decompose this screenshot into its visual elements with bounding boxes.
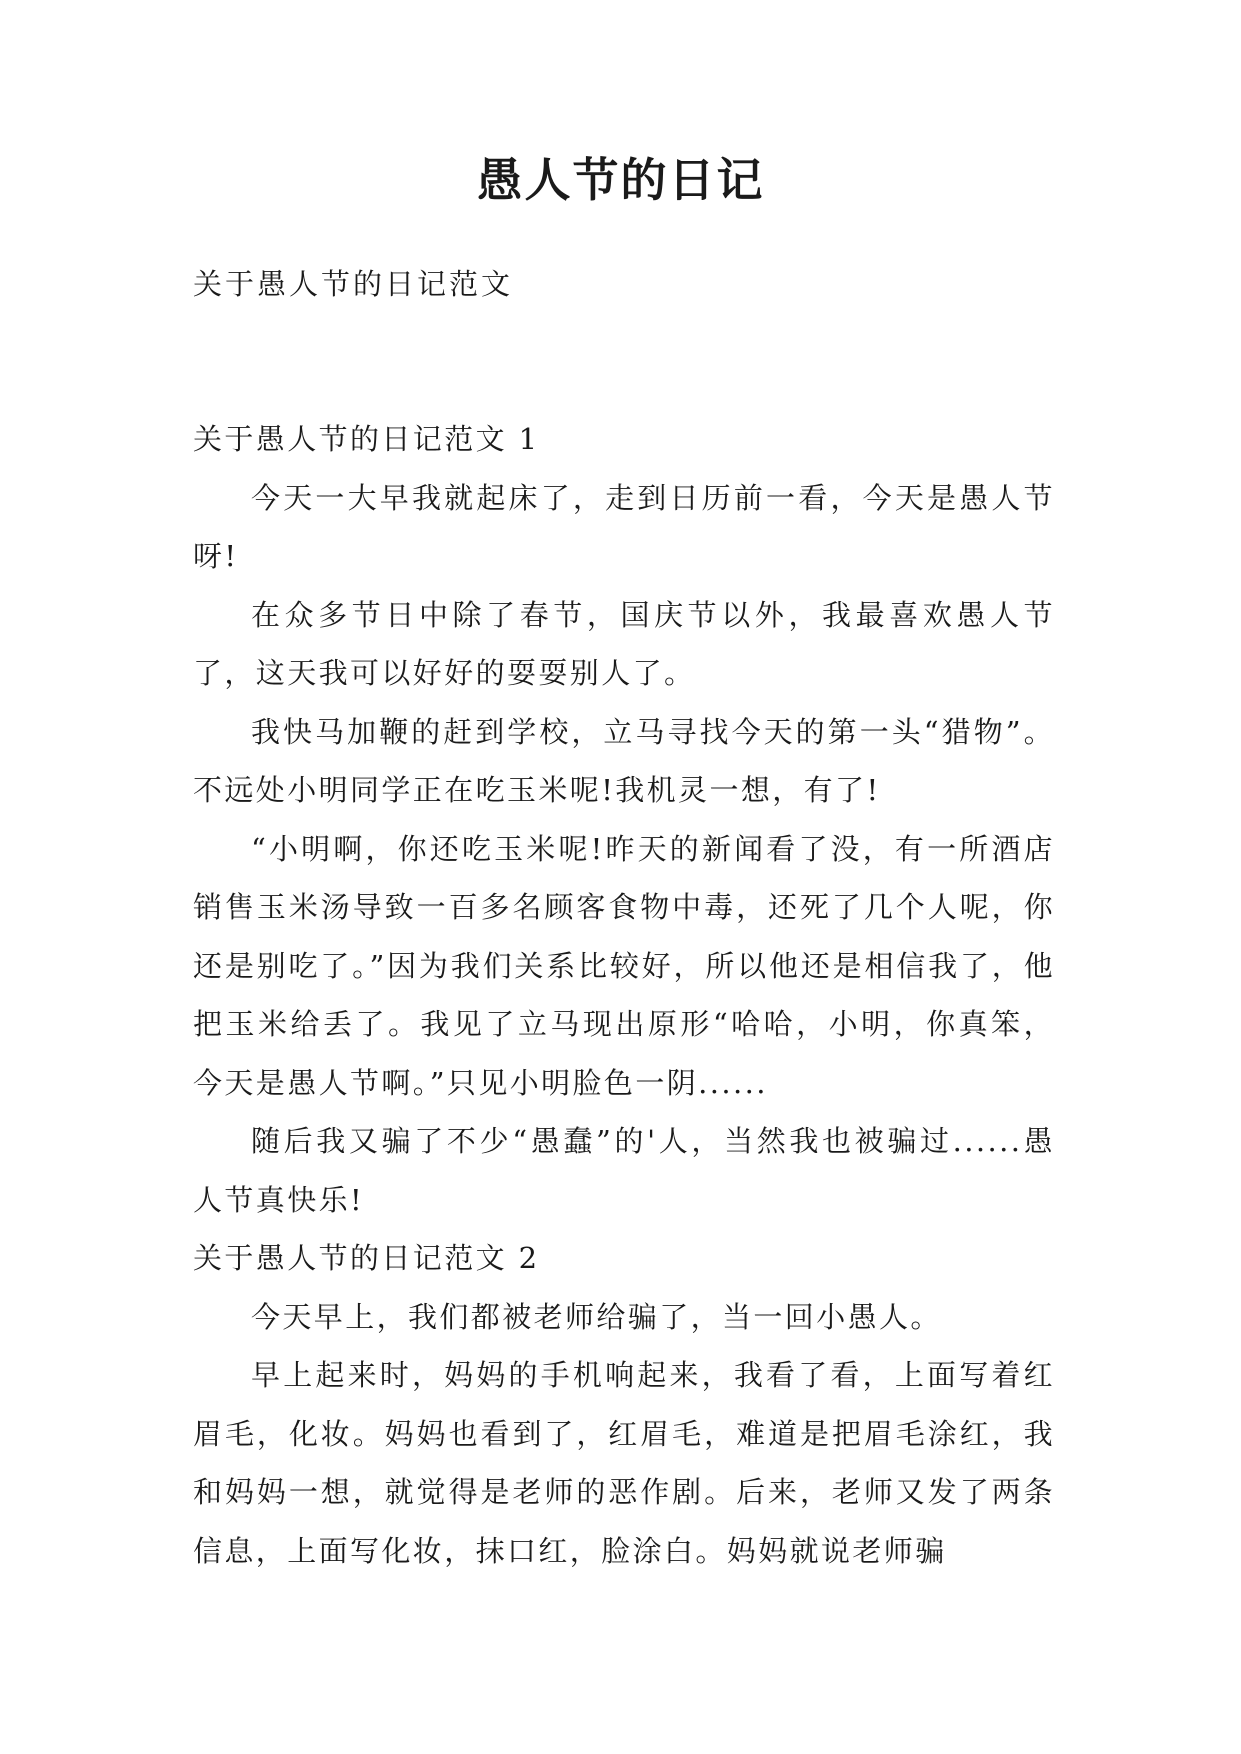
paragraph: 今天早上，我们都被老师给骗了，当一回小愚人。	[251, 1299, 942, 1334]
document-subtitle: 关于愚人节的日记范文	[193, 267, 514, 301]
paragraph: 随后我又骗了不少“愚蠢”的'人，当然我也被骗过......愚人节真快乐!	[193, 1124, 1055, 1217]
document-body	[193, 410, 1055, 1580]
section-heading: 关于愚人节的日记范文 1	[193, 422, 540, 456]
section-1	[193, 410, 1055, 1229]
paragraph: 今天一大早我就起床了，走到日历前一看，今天是愚人节呀!	[193, 480, 1055, 573]
paragraph: 我快马加鞭的赶到学校，立马寻找今天的第一头“猎物”。不远处小明同学正在吃玉米呢!我机灵一想，有了!	[193, 714, 1055, 807]
document-title: 愚人节的日记	[476, 153, 765, 207]
section-heading: 关于愚人节的日记范文 2	[193, 1241, 540, 1275]
section-2	[193, 1229, 1055, 1580]
paragraph: 在众多节日中除了春节，国庆节以外，我最喜欢愚人节了，这天我可以好好的耍耍别人了。	[193, 597, 1055, 690]
paragraph: 早上起来时，妈妈的手机响起来，我看了看，上面写着红眉毛，化妆。妈妈也看到了，红眉毛，难道是把眉毛涂红，我和妈妈一想，就觉得是老师的恶作剧。后来，老师又发了两条信息，上面写化妆，抹口红，脸涂白。妈妈就说老师骗	[193, 1358, 1055, 1568]
paragraph: “小明啊，你还吃玉米呢!昨天的新闻看了没，有一所酒店销售玉米汤导致一百多名顾客食物中毒，还死了几个人呢，你还是别吃了。”因为我们关系比较好，所以他还是相信我了，他把玉米给丢了。我见了立马现出原形“哈哈，小明，你真笨，今天是愚人节啊。”只见小明脸色一阴......	[193, 831, 1055, 1100]
